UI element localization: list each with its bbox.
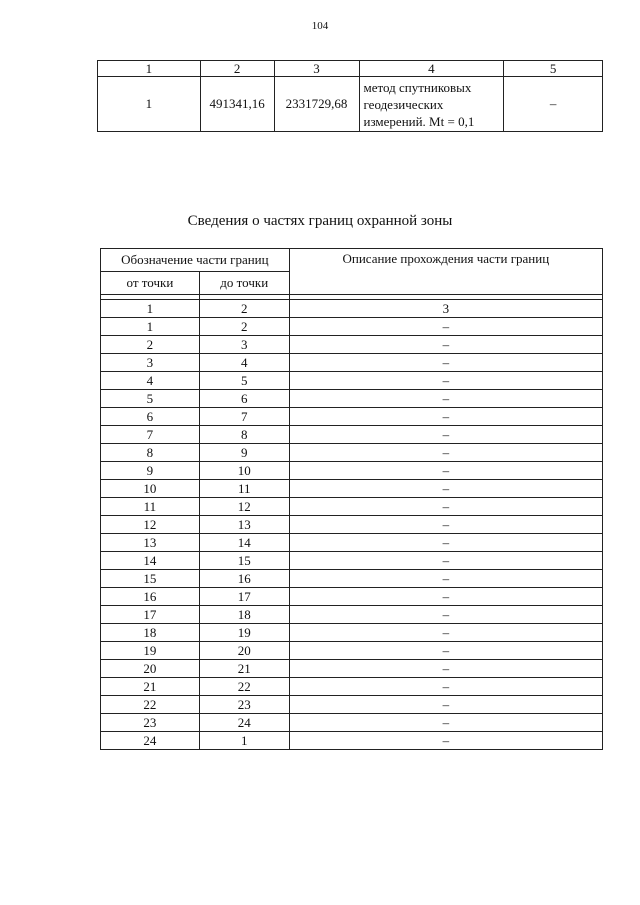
header-col-3: 3 bbox=[274, 61, 359, 77]
table-row bbox=[101, 426, 603, 444]
segment-description: – bbox=[289, 588, 602, 606]
from-point: 5 bbox=[101, 390, 200, 408]
from-point: 22 bbox=[101, 696, 200, 714]
from-point: 17 bbox=[101, 606, 200, 624]
table-row bbox=[101, 372, 603, 390]
to-point: 22 bbox=[199, 678, 289, 696]
table-row bbox=[101, 462, 603, 480]
table-row bbox=[101, 660, 603, 678]
segment-description: – bbox=[289, 534, 602, 552]
point-number: 1 bbox=[98, 77, 201, 132]
from-point: 3 bbox=[101, 354, 200, 372]
table-row bbox=[101, 714, 603, 732]
method-description bbox=[359, 77, 504, 132]
to-point: 11 bbox=[199, 480, 289, 498]
segment-description: – bbox=[289, 678, 602, 696]
section-title: Сведения о частях границ охранной зоны bbox=[187, 213, 453, 229]
from-point: 24 bbox=[101, 732, 200, 750]
segment-description: – bbox=[289, 318, 602, 336]
from-point: 23 bbox=[101, 714, 200, 732]
to-point: 6 bbox=[199, 390, 289, 408]
header-col-5: 5 bbox=[504, 61, 603, 77]
table-row bbox=[101, 678, 603, 696]
boundary-parts-table bbox=[100, 248, 603, 750]
to-point: 3 bbox=[199, 336, 289, 354]
from-point: 4 bbox=[101, 372, 200, 390]
to-point: 1 bbox=[199, 732, 289, 750]
to-point: 4 bbox=[199, 354, 289, 372]
segment-description: – bbox=[289, 696, 602, 714]
segment-description: – bbox=[289, 516, 602, 534]
segment-description: – bbox=[289, 444, 602, 462]
from-point: 20 bbox=[101, 660, 200, 678]
segment-description: – bbox=[289, 570, 602, 588]
coordinate-x: 491341,16 bbox=[200, 77, 274, 132]
segment-description: – bbox=[289, 462, 602, 480]
table-row bbox=[101, 444, 603, 462]
method-line: метод спутниковых bbox=[363, 79, 472, 95]
segment-description: – bbox=[289, 408, 602, 426]
header-description: Описание прохождения части границ bbox=[289, 249, 602, 295]
from-point: 6 bbox=[101, 408, 200, 426]
header-from-point: от точки bbox=[101, 272, 200, 295]
header-col-2: 2 bbox=[200, 61, 274, 77]
to-point: 9 bbox=[199, 444, 289, 462]
segment-description: – bbox=[289, 660, 602, 678]
segment-description: – bbox=[289, 606, 602, 624]
table-row bbox=[101, 390, 603, 408]
from-point: 10 bbox=[101, 480, 200, 498]
table-row bbox=[101, 318, 603, 336]
table-row bbox=[101, 354, 603, 372]
to-point: 7 bbox=[199, 408, 289, 426]
to-point: 2 bbox=[199, 318, 289, 336]
table-row bbox=[101, 552, 603, 570]
table-row bbox=[101, 696, 603, 714]
table-row bbox=[101, 498, 603, 516]
coordinates-table bbox=[97, 60, 603, 132]
segment-description: – bbox=[289, 354, 602, 372]
coordinates-table-row bbox=[98, 77, 603, 132]
to-point: 21 bbox=[199, 660, 289, 678]
to-point: 17 bbox=[199, 588, 289, 606]
coordinates-table-header bbox=[98, 61, 603, 77]
header-part-designation: Обозначение части границ bbox=[101, 249, 290, 272]
from-point: 11 bbox=[101, 498, 200, 516]
to-point: 20 bbox=[199, 642, 289, 660]
from-point: 14 bbox=[101, 552, 200, 570]
table-row bbox=[101, 606, 603, 624]
header-col-1: 1 bbox=[98, 61, 201, 77]
page-number: 104 bbox=[311, 20, 329, 32]
column-number: 3 bbox=[289, 300, 602, 318]
to-point: 5 bbox=[199, 372, 289, 390]
from-point: 15 bbox=[101, 570, 200, 588]
segment-description: – bbox=[289, 642, 602, 660]
segment-description: – bbox=[289, 714, 602, 732]
table-row bbox=[101, 642, 603, 660]
from-point: 21 bbox=[101, 678, 200, 696]
table-row bbox=[101, 534, 603, 552]
table-row bbox=[101, 570, 603, 588]
table-row bbox=[101, 624, 603, 642]
boundary-header-row-1 bbox=[101, 249, 603, 272]
to-point: 19 bbox=[199, 624, 289, 642]
column-numbers-row bbox=[101, 300, 603, 318]
column-number: 1 bbox=[101, 300, 200, 318]
to-point: 10 bbox=[199, 462, 289, 480]
table-row bbox=[101, 516, 603, 534]
to-point: 24 bbox=[199, 714, 289, 732]
segment-description: – bbox=[289, 480, 602, 498]
segment-description: – bbox=[289, 372, 602, 390]
segment-description: – bbox=[289, 336, 602, 354]
segment-description: – bbox=[289, 390, 602, 408]
segment-description: – bbox=[289, 498, 602, 516]
table-row bbox=[101, 732, 603, 750]
table-row bbox=[101, 588, 603, 606]
to-point: 8 bbox=[199, 426, 289, 444]
to-point: 18 bbox=[199, 606, 289, 624]
from-point: 7 bbox=[101, 426, 200, 444]
from-point: 19 bbox=[101, 642, 200, 660]
to-point: 12 bbox=[199, 498, 289, 516]
from-point: 16 bbox=[101, 588, 200, 606]
from-point: 8 bbox=[101, 444, 200, 462]
table-row bbox=[101, 336, 603, 354]
from-point: 9 bbox=[101, 462, 200, 480]
col5-value: – bbox=[504, 77, 603, 132]
method-line: геодезических bbox=[363, 96, 444, 112]
to-point: 16 bbox=[199, 570, 289, 588]
segment-description: – bbox=[289, 624, 602, 642]
method-line: измерений. Mt = 0,1 bbox=[363, 113, 475, 129]
coordinate-y: 2331729,68 bbox=[274, 77, 359, 132]
segment-description: – bbox=[289, 732, 602, 750]
segment-description: – bbox=[289, 552, 602, 570]
to-point: 23 bbox=[199, 696, 289, 714]
to-point: 14 bbox=[199, 534, 289, 552]
column-number: 2 bbox=[199, 300, 289, 318]
to-point: 13 bbox=[199, 516, 289, 534]
table-row bbox=[101, 480, 603, 498]
from-point: 12 bbox=[101, 516, 200, 534]
from-point: 18 bbox=[101, 624, 200, 642]
segment-description: – bbox=[289, 426, 602, 444]
from-point: 13 bbox=[101, 534, 200, 552]
boundary-table-body bbox=[101, 318, 603, 750]
to-point: 15 bbox=[199, 552, 289, 570]
from-point: 2 bbox=[101, 336, 200, 354]
table-row bbox=[101, 408, 603, 426]
from-point: 1 bbox=[101, 318, 200, 336]
header-to-point: до точки bbox=[199, 272, 289, 295]
header-col-4: 4 bbox=[359, 61, 504, 77]
